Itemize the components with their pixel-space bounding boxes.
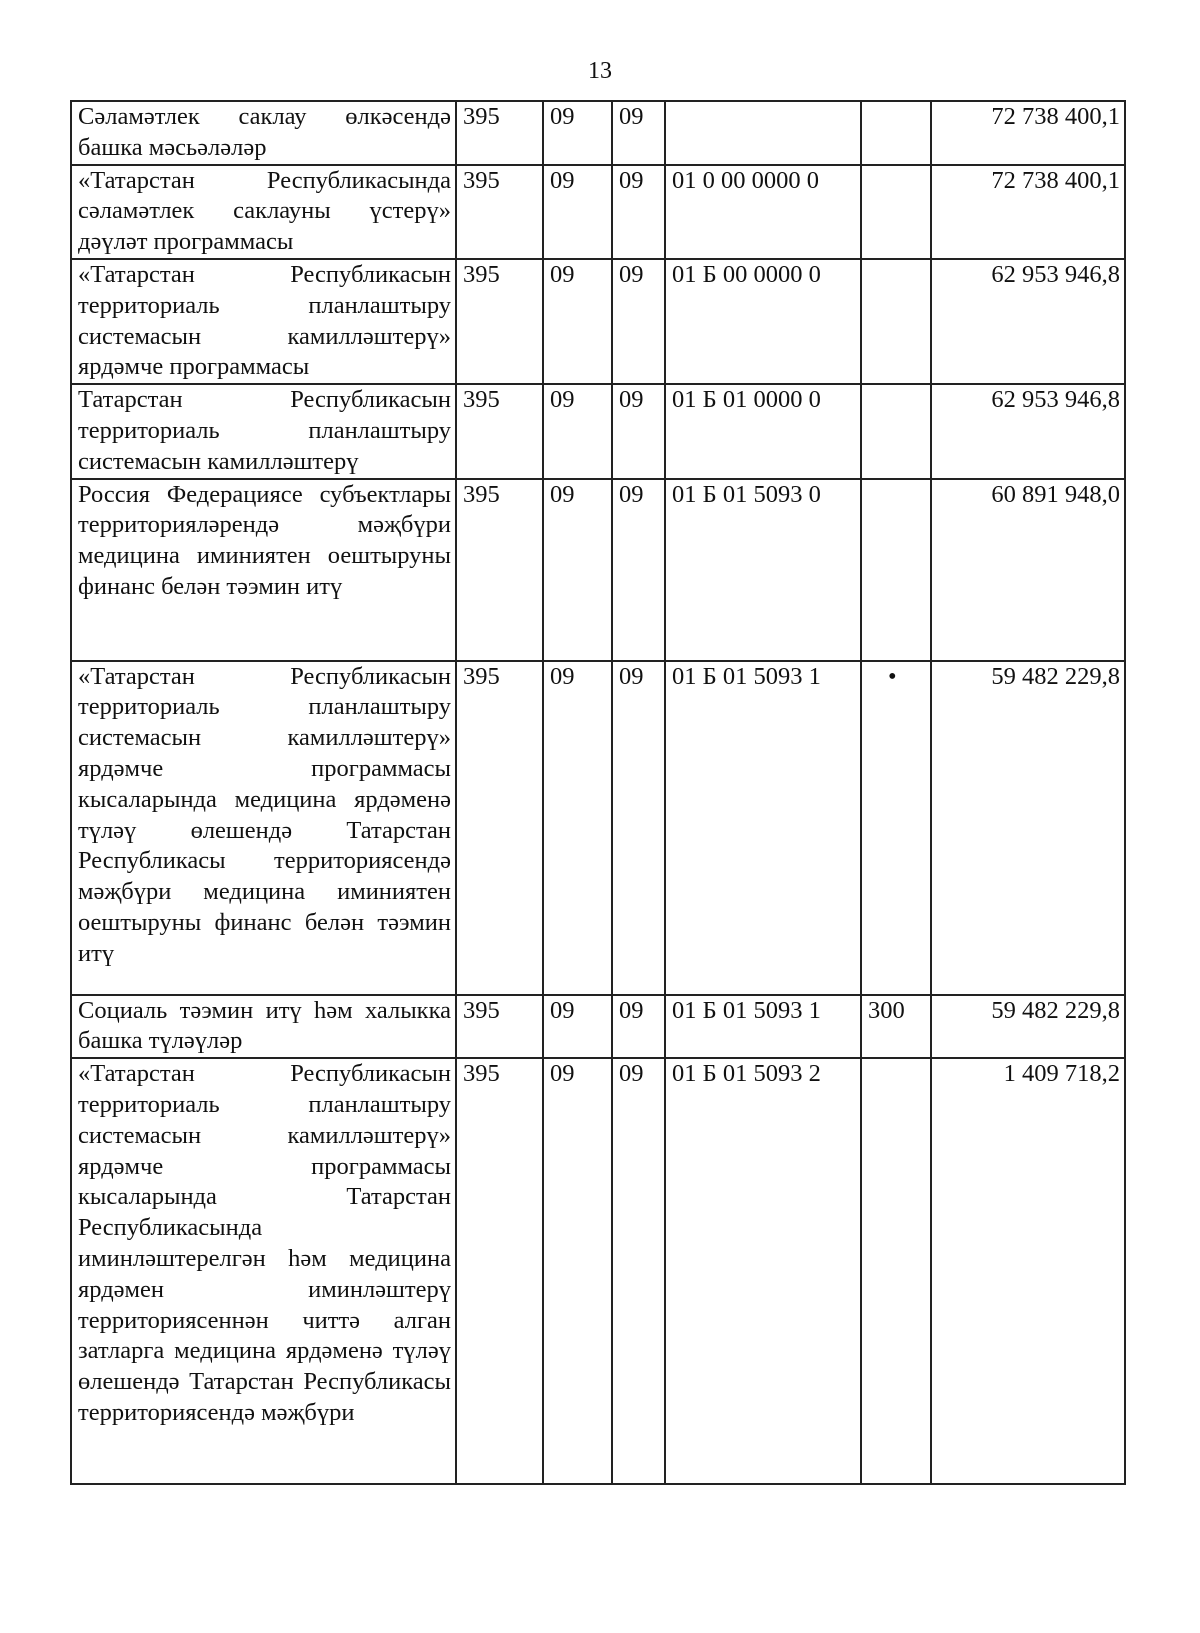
cell-subsection: 09 [612,479,665,661]
budget-table [70,100,1126,1485]
cell-section: 09 [543,259,612,384]
cell-subsection: 09 [612,995,665,1059]
cell-subsection: 09 [612,1058,665,1484]
table-row [71,1058,1125,1484]
table-row [71,384,1125,478]
cell-expense-type: 300 [861,995,931,1059]
row-name: Россия Федерациясе субъектлары территорияләрендә мәҗбүри медицина иминиятен оештыруны финанс белән тәэмин итү [71,479,456,661]
cell-subsection: 09 [612,165,665,259]
table-row [71,995,1125,1059]
cell-expense-type [861,479,931,661]
cell-expense-type [861,259,931,384]
cell-amount: 72 738 400,1 [931,101,1125,165]
cell-amount: 62 953 946,8 [931,384,1125,478]
cell-subsection: 09 [612,259,665,384]
cell-section: 09 [543,479,612,661]
table-row [71,165,1125,259]
row-name: «Татарстан Республикасын территориаль планлаштыру системасын камилләштерү» ярдәмче программасы кысаларында Татарстан Республикасында иминләштерелгән һәм медицина ярдәмен иминләштерү территориясеннән читтә алган затларга медицина ярдәменә түләү өлешендә Татарстан Республикасы территориясендә мәҗбүри [71,1058,456,1484]
table-row [71,479,1125,661]
cell-amount: 59 482 229,8 [931,661,1125,995]
table-row [71,259,1125,384]
cell-target-article: 01 Б 01 5093 0 [665,479,861,661]
row-name: Социаль тәэмин итү һәм халыкка башка түләүләр [71,995,456,1059]
row-name: Татарстан Республикасын территориаль планлаштыру системасын камилләштерү [71,384,456,478]
cell-target-article: 01 0 00 0000 0 [665,165,861,259]
cell-subsection: 09 [612,661,665,995]
cell-section: 09 [543,1058,612,1484]
cell-expense-type [861,1058,931,1484]
page-number: 13 [588,58,612,84]
row-name: «Татарстан Республикасын территориаль планлаштыру системасын камилләштерү» ярдәмче программасы кысаларында медицина ярдәменә түләү өлешендә Татарстан Республикасы территориясендә мәҗбүри медицина иминиятен оештыруны финанс белән тәэмин итү [71,661,456,995]
cell-ved: 395 [456,995,543,1059]
cell-expense-type [861,101,931,165]
cell-section: 09 [543,995,612,1059]
table-row [71,101,1125,165]
row-name: Сәламәтлек саклау өлкәсендә башка мәсьәләләр [71,101,456,165]
cell-target-article: 01 Б 00 0000 0 [665,259,861,384]
cell-target-article: 01 Б 01 5093 1 [665,995,861,1059]
cell-section: 09 [543,384,612,478]
row-name: «Татарстан Республикасын территориаль планлаштыру системасын камилләштерү» ярдәмче программасы [71,259,456,384]
cell-subsection: 09 [612,384,665,478]
cell-ved: 395 [456,384,543,478]
cell-expense-type [861,165,931,259]
cell-ved: 395 [456,165,543,259]
cell-ved: 395 [456,661,543,995]
cell-expense-type [861,384,931,478]
cell-target-article: 01 Б 01 0000 0 [665,384,861,478]
cell-section: 09 [543,101,612,165]
cell-section: 09 [543,661,612,995]
cell-ved: 395 [456,1058,543,1484]
cell-amount: 59 482 229,8 [931,995,1125,1059]
cell-amount: 1 409 718,2 [931,1058,1125,1484]
cell-expense-type [861,661,931,995]
row-name: «Татарстан Республикасында сәламәтлек саклауны үстерү» дәүләт программасы [71,165,456,259]
cell-ved: 395 [456,101,543,165]
cell-target-article: 01 Б 01 5093 1 [665,661,861,995]
cell-subsection: 09 [612,101,665,165]
cell-section: 09 [543,165,612,259]
cell-amount: 62 953 946,8 [931,259,1125,384]
cell-target-article: 01 Б 01 5093 2 [665,1058,861,1484]
cell-ved: 395 [456,259,543,384]
cell-ved: 395 [456,479,543,661]
table-row [71,661,1125,995]
cell-amount: 72 738 400,1 [931,165,1125,259]
cell-amount: 60 891 948,0 [931,479,1125,661]
cell-target-article [665,101,861,165]
dot-mark: • [888,662,897,690]
